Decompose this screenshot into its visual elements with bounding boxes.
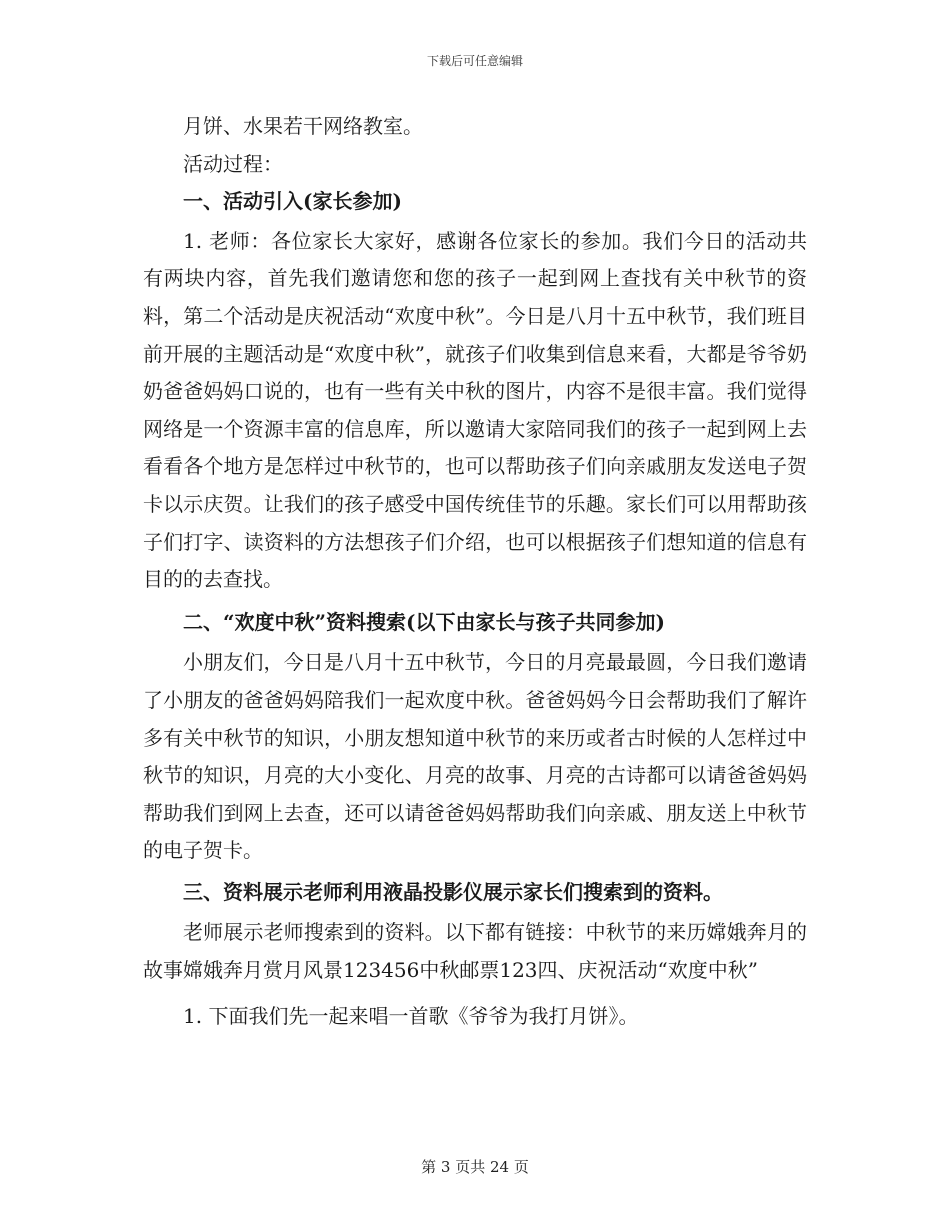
paragraph-teacher-intro: 1. 老师：各位家长大家好，感谢各位家长的参加。我们今日的活动共有两块内容，首先我们邀请您和您的孩子一起到网上查找有关中秋节的资料，第二个活动是庆祝活动“欢度中秋”。今日是八月十五中秋节，我们班目前开展的主题活动是“欢度中秋”，就孩子们收集到信息来看，大都是爷爷奶奶爸爸妈妈口说的，也有一些有关中秋的图片，内容不是很丰富。我们觉得网络是一个资源丰富的信息库，所以邀请大家陪同我们的孩子一起到网上去看看各个地方是怎样过中秋节的，也可以帮助孩子们向亲戚朋友发送电子贺卡以示庆贺。让我们的孩子感受中国传统佳节的乐趣。家长们可以用帮助孩子们打字、读资料的方法想孩子们介绍，也可以根据孩子们想知道的信息有目的的去查找。	[143, 228, 807, 592]
section-heading-1: 一、活动引入(家长参加)	[183, 189, 402, 214]
paragraph-materials: 月饼、水果若干网络教室。	[183, 114, 423, 138]
paragraph-sing-song: 1. 下面我们先一起来唱一首歌《爷爷为我打月饼》。	[183, 1003, 639, 1028]
section-heading-2: 二、“欢度中秋”资料搜索(以下由家长与孩子共同参加)	[183, 609, 665, 634]
section-heading-3: 三、资料展示老师利用液晶投影仪展示家长们搜索到的资料。	[183, 879, 723, 904]
paragraph-process-label: 活动过程：	[183, 151, 283, 176]
document-body	[143, 108, 807, 1035]
page-header-note: 下载后可任意编辑	[426, 54, 523, 68]
paragraph-kids-intro: 小朋友们，今日是八月十五中秋节，今日的月亮最最圆，今日我们邀请了小朋友的爸爸妈妈陪我们一起欢度中秋。爸爸妈妈今日会帮助我们了解许多有关中秋节的知识，小朋友想知道中秋节的来历或者古时候的人怎样过中秋节的知识，月亮的大小变化、月亮的故事、月亮的古诗都可以请爸爸妈妈帮助我们到网上去查，还可以请爸爸妈妈帮助我们向亲戚、朋友送上中秋节的电子贺卡。	[143, 650, 807, 863]
paragraph-show-materials: 老师展示老师搜索到的资料。以下都有链接：中秋节的来历嫦娥奔月的故事嫦娥奔月赏月风景123456中秋邮票123四、庆祝活动“欢度中秋”	[143, 920, 807, 983]
page-number: 第 3 页共 24 页	[421, 1158, 529, 1176]
